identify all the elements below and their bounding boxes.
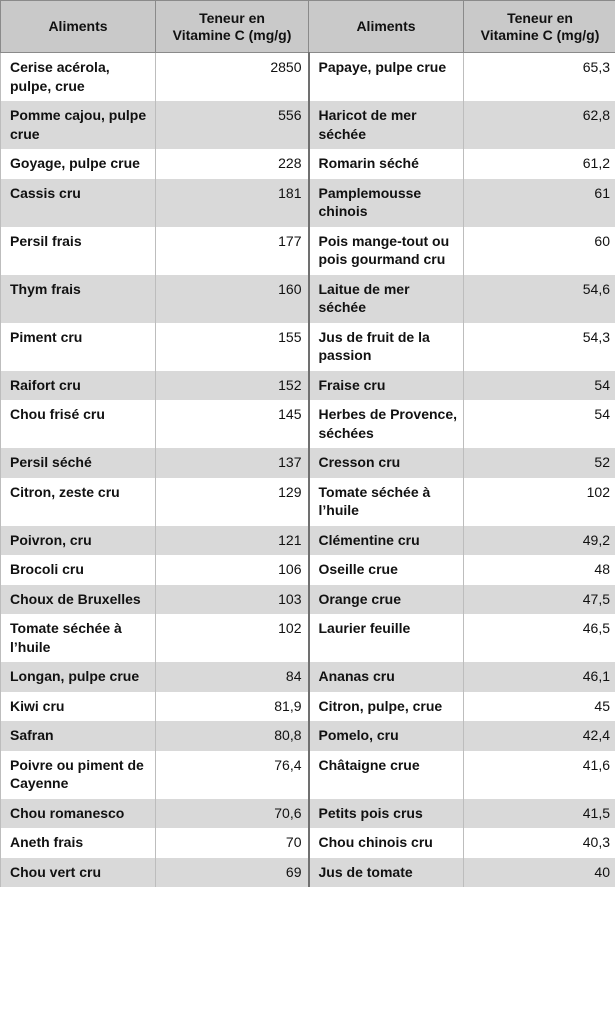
vitamin-c-value-cell: 42,4 <box>464 721 615 751</box>
vitamin-c-value-cell: 81,9 <box>156 692 309 722</box>
food-name-cell: Clémentine cru <box>309 526 464 556</box>
table-row <box>1 858 615 888</box>
table-row <box>1 371 615 401</box>
food-name-cell: Jus de tomate <box>309 858 464 888</box>
food-name-cell: Raifort cru <box>1 371 156 401</box>
food-name-cell: Poivron, cru <box>1 526 156 556</box>
vitamin-c-value-cell: 48 <box>464 555 615 585</box>
vitamin-c-value-cell: 2850 <box>156 53 309 102</box>
food-name-cell: Fraise cru <box>309 371 464 401</box>
vitamin-c-value-cell: 54,6 <box>464 275 615 323</box>
food-name-cell: Brocoli cru <box>1 555 156 585</box>
vitamin-c-value-cell: 145 <box>156 400 309 448</box>
header-food-left: Aliments <box>1 1 156 53</box>
food-name-cell: Chou frisé cru <box>1 400 156 448</box>
food-name-cell: Romarin séché <box>309 149 464 179</box>
food-name-cell: Cassis cru <box>1 179 156 227</box>
food-name-cell: Pomme cajou, pulpe crue <box>1 101 156 149</box>
vitamin-c-value-cell: 121 <box>156 526 309 556</box>
vitamin-c-value-cell: 152 <box>156 371 309 401</box>
vitamin-c-value-cell: 61 <box>464 179 615 227</box>
food-name-cell: Persil frais <box>1 227 156 275</box>
food-name-cell: Chou chinois cru <box>309 828 464 858</box>
food-name-cell: Pomelo, cru <box>309 721 464 751</box>
food-name-cell: Longan, pulpe crue <box>1 662 156 692</box>
table-row <box>1 799 615 829</box>
vitamin-c-value-cell: 155 <box>156 323 309 371</box>
food-name-cell: Haricot de mer séchée <box>309 101 464 149</box>
vitamin-c-value-cell: 228 <box>156 149 309 179</box>
food-name-cell: Petits pois crus <box>309 799 464 829</box>
table-header <box>1 1 615 53</box>
vitamin-c-value-cell: 129 <box>156 478 309 526</box>
food-name-cell: Goyage, pulpe crue <box>1 149 156 179</box>
food-name-cell: Choux de Bruxelles <box>1 585 156 615</box>
vitamin-c-value-cell: 40 <box>464 858 615 888</box>
vitamin-c-value-cell: 84 <box>156 662 309 692</box>
food-name-cell: Cresson cru <box>309 448 464 478</box>
vitamin-c-value-cell: 61,2 <box>464 149 615 179</box>
vitamin-c-value-cell: 103 <box>156 585 309 615</box>
food-name-cell: Poivre ou piment de Cayenne <box>1 751 156 799</box>
food-name-cell: Chou romanesco <box>1 799 156 829</box>
food-name-cell: Jus de fruit de la passion <box>309 323 464 371</box>
table-row <box>1 400 615 448</box>
table-row <box>1 751 615 799</box>
header-food-right: Aliments <box>309 1 464 53</box>
table-row <box>1 662 615 692</box>
vitamin-c-value-cell: 54 <box>464 371 615 401</box>
table-row <box>1 227 615 275</box>
vitamin-c-value-cell: 76,4 <box>156 751 309 799</box>
table-body <box>1 53 615 888</box>
vitamin-c-value-cell: 52 <box>464 448 615 478</box>
food-name-cell: Aneth frais <box>1 828 156 858</box>
vitamin-c-value-cell: 556 <box>156 101 309 149</box>
header-value-right: Teneur en Vitamine C (mg/g) <box>464 1 615 53</box>
food-name-cell: Safran <box>1 721 156 751</box>
table-row <box>1 53 615 102</box>
food-name-cell: Pois mange-tout ou pois gourmand cru <box>309 227 464 275</box>
vitamin-c-value-cell: 62,8 <box>464 101 615 149</box>
table-row <box>1 478 615 526</box>
table-row <box>1 555 615 585</box>
vitamin-c-value-cell: 54,3 <box>464 323 615 371</box>
table-row <box>1 692 615 722</box>
vitamin-c-value-cell: 46,1 <box>464 662 615 692</box>
table-row <box>1 585 615 615</box>
food-name-cell: Laurier feuille <box>309 614 464 662</box>
table-row <box>1 101 615 149</box>
food-name-cell: Tomate séchée à l’huile <box>1 614 156 662</box>
food-name-cell: Châtaigne crue <box>309 751 464 799</box>
food-name-cell: Papaye, pulpe crue <box>309 53 464 102</box>
vitamin-c-value-cell: 80,8 <box>156 721 309 751</box>
food-name-cell: Herbes de Provence, séchées <box>309 400 464 448</box>
vitamin-c-value-cell: 47,5 <box>464 585 615 615</box>
food-name-cell: Thym frais <box>1 275 156 323</box>
vitamin-c-value-cell: 41,6 <box>464 751 615 799</box>
vitamin-c-value-cell: 46,5 <box>464 614 615 662</box>
food-name-cell: Piment cru <box>1 323 156 371</box>
vitamin-c-value-cell: 45 <box>464 692 615 722</box>
vitamin-c-value-cell: 102 <box>464 478 615 526</box>
table-row <box>1 149 615 179</box>
food-name-cell: Oseille crue <box>309 555 464 585</box>
food-name-cell: Ananas cru <box>309 662 464 692</box>
table-row <box>1 448 615 478</box>
food-name-cell: Citron, pulpe, crue <box>309 692 464 722</box>
vitamin-c-value-cell: 106 <box>156 555 309 585</box>
food-name-cell: Pamplemousse chinois <box>309 179 464 227</box>
vitamin-c-value-cell: 177 <box>156 227 309 275</box>
food-name-cell: Citron, zeste cru <box>1 478 156 526</box>
vitamin-c-value-cell: 160 <box>156 275 309 323</box>
vitamin-c-value-cell: 69 <box>156 858 309 888</box>
food-name-cell: Cerise acérola, pulpe, crue <box>1 53 156 102</box>
table-row <box>1 323 615 371</box>
vitamin-c-value-cell: 70,6 <box>156 799 309 829</box>
table-row <box>1 526 615 556</box>
food-name-cell: Orange crue <box>309 585 464 615</box>
vitamin-c-value-cell: 60 <box>464 227 615 275</box>
vitamin-c-value-cell: 40,3 <box>464 828 615 858</box>
vitamin-c-value-cell: 70 <box>156 828 309 858</box>
vitamin-c-value-cell: 65,3 <box>464 53 615 102</box>
food-name-cell: Tomate séchée à l’huile <box>309 478 464 526</box>
vitamin-c-value-cell: 181 <box>156 179 309 227</box>
vitamin-c-value-cell: 49,2 <box>464 526 615 556</box>
food-name-cell: Chou vert cru <box>1 858 156 888</box>
vitamin-c-value-cell: 41,5 <box>464 799 615 829</box>
table-row <box>1 828 615 858</box>
table-row <box>1 275 615 323</box>
vitamin-c-value-cell: 137 <box>156 448 309 478</box>
food-name-cell: Kiwi cru <box>1 692 156 722</box>
food-name-cell: Persil séché <box>1 448 156 478</box>
header-value-left: Teneur en Vitamine C (mg/g) <box>156 1 309 53</box>
table-row <box>1 721 615 751</box>
table-row <box>1 179 615 227</box>
food-name-cell: Laitue de mer séchée <box>309 275 464 323</box>
vitamin-c-value-cell: 102 <box>156 614 309 662</box>
table-row <box>1 614 615 662</box>
vitamin-c-value-cell: 54 <box>464 400 615 448</box>
